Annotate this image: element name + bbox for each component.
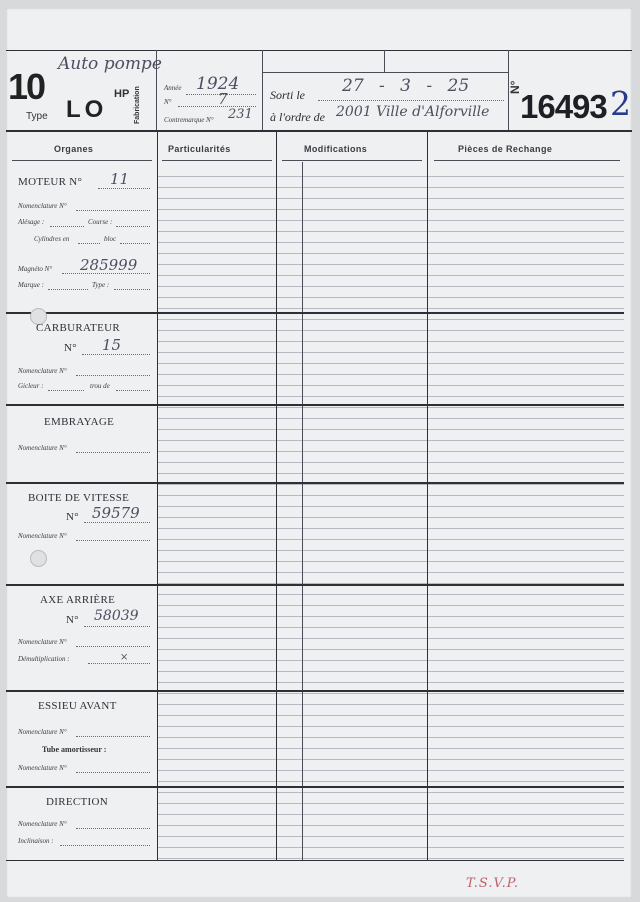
moteur-number: 11 [110, 170, 130, 188]
tube-label: Tube amortisseur : [42, 745, 107, 754]
header-bottom-rule [6, 130, 632, 132]
embrayage-title: EMBRAYAGE [44, 416, 115, 428]
col-modifications: Modifications [304, 144, 368, 154]
moteur-course: Course : [88, 218, 113, 226]
power-number: 10 [8, 66, 45, 107]
sorti-value: 27 - 3 - 25 [342, 76, 470, 96]
col-divider-4 [427, 130, 428, 860]
carburateur-nomenclature: Nomenclature N° [18, 367, 67, 375]
boite-number: 59579 [92, 504, 140, 522]
boite-title: BOITE DE VITESSE [28, 492, 130, 504]
annee-value: 1924 [196, 74, 240, 94]
essieu-nomenclature-2: Nomenclature N° [18, 764, 67, 772]
carburateur-title: CARBURATEUR [36, 322, 120, 334]
fabrication-label: Fabrication [134, 86, 141, 124]
moteur-nomenclature: Nomenclature N° [18, 202, 67, 210]
demultiplication-value: × [120, 652, 129, 663]
punch-hole-bottom [30, 550, 47, 567]
gicleur-label: Gicleur : [18, 382, 44, 390]
serial-prefix: N° [508, 80, 522, 94]
handwritten-title: Auto pompe [58, 54, 162, 74]
contremarque-label: Contremarque N° [164, 116, 214, 124]
axe-no: N° [66, 614, 79, 626]
no-value: 7 [218, 90, 228, 108]
type-label: Type [26, 111, 48, 122]
magneto-value: 285999 [80, 256, 138, 274]
section-rule-2 [6, 404, 624, 406]
embrayage-nomenclature: Nomenclature N° [18, 444, 67, 452]
section-rule-3 [6, 482, 624, 484]
moteur-alesage: Alésage : [18, 218, 45, 226]
moteur-title: MOTEUR N° [18, 176, 83, 188]
magneto-label: Magnéto N° [18, 265, 53, 273]
moteur-bloc: bloc [104, 235, 117, 243]
carburateur-number: 15 [102, 336, 122, 354]
section-rule-5 [6, 690, 624, 692]
axe-title: AXE ARRIÈRE [40, 594, 116, 606]
ordre-value: 2001 Ville d'Alforville [336, 104, 490, 120]
col-divider-3 [302, 162, 303, 860]
direction-nomenclature: Nomenclature N° [18, 820, 67, 828]
section-rule-1 [6, 312, 624, 314]
essieu-title: ESSIEU AVANT [38, 700, 117, 712]
no-label: N° [164, 98, 172, 106]
header-divider-2 [262, 50, 263, 130]
section-rule-4 [6, 584, 624, 586]
header-inner-rule [262, 72, 508, 73]
type-value: LO [66, 96, 108, 123]
boite-no: N° [66, 511, 79, 523]
header-divider-4 [384, 50, 385, 72]
col-pieces: Pièces de Rechange [458, 144, 553, 154]
section-rule-6 [6, 786, 624, 788]
serial-number: 16493 [520, 88, 607, 125]
col-organes: Organes [54, 144, 94, 154]
carburateur-no: N° [64, 342, 77, 354]
ordre-label: à l'ordre de [270, 110, 326, 124]
serial-handwritten: 2 [610, 84, 631, 123]
bottom-rule [6, 860, 624, 861]
document-sheet [6, 8, 632, 898]
axe-number: 58039 [94, 608, 139, 624]
direction-title: DIRECTION [46, 796, 108, 808]
header-top-rule [6, 50, 632, 51]
boite-nomenclature: Nomenclature N° [18, 532, 67, 540]
essieu-nomenclature: Nomenclature N° [18, 728, 67, 736]
moteur-cylindres: Cylindres en [34, 235, 70, 243]
col-divider-1 [157, 130, 158, 860]
sorti-label: Sorti le [270, 88, 305, 102]
type-label-moteur: Type : [92, 281, 110, 289]
annee-label: Année [164, 84, 182, 92]
col-divider-2 [276, 130, 277, 860]
axe-nomenclature: Nomenclature N° [18, 638, 67, 646]
trou-label: trou de [90, 382, 110, 390]
demultiplication-label: Démultiplication : [18, 655, 70, 663]
col-particularites: Particularités [168, 144, 231, 154]
ruled-lines [158, 166, 624, 861]
stamp: T.S.V.P. [466, 876, 519, 891]
contremarque-value: 231 [228, 107, 253, 122]
inclinaison-label: Inclinaison : [18, 837, 54, 845]
marque-label: Marque : [18, 281, 44, 289]
power-unit: HP [114, 88, 130, 100]
